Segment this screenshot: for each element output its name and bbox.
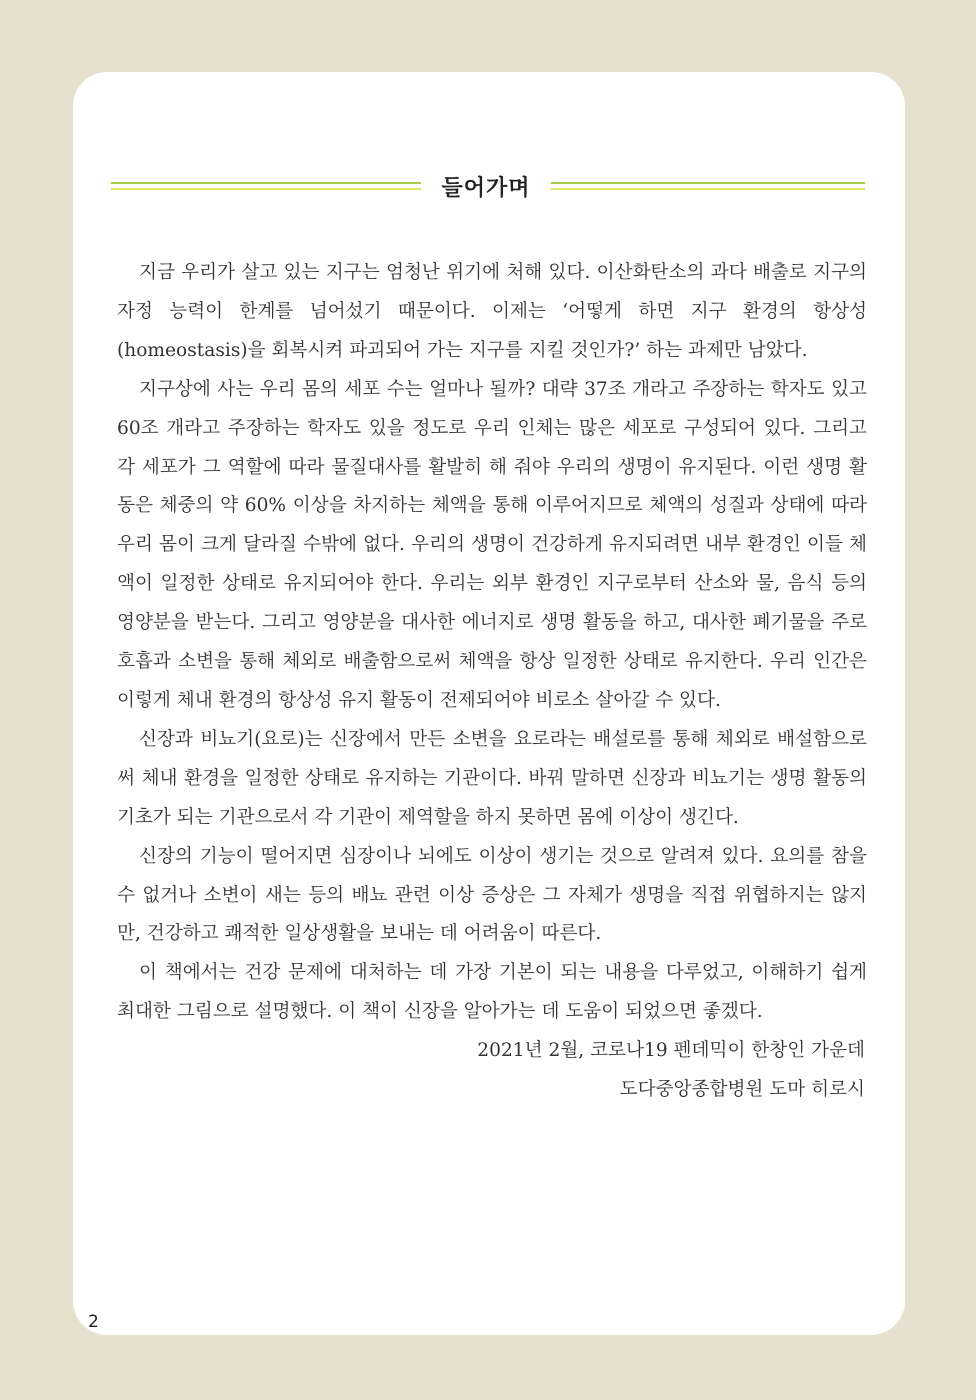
page-card: [73, 72, 905, 1335]
signature-author: 도다중앙종합병원 도마 히로시: [619, 1078, 865, 1100]
paragraph: 신장의 기능이 떨어지면 심장이나 뇌에도 이상이 생기는 것으로 알려져 있다. 요의를 참을 수 없거나 소변이 새는 등의 배뇨 관련 이상 증상은 그 자체가 생명을 직접 위협하지는 않지만, 건강하고 쾌적한 일상생활을 보내는 데 어려움이 따른다.: [117, 845, 867, 945]
page-number: 2: [88, 1312, 99, 1332]
heading-rule-left: [111, 182, 421, 192]
signature-date: 2021년 2월, 코로나19 펜데믹이 한창인 가운데: [477, 1040, 865, 1061]
paragraph: 이 책에서는 건강 문제에 대처하는 데 가장 기본이 되는 내용을 다루었고, 이해하기 쉽게 최대한 그림으로 설명했다. 이 책이 신장을 알아가는 데 도움이 되었으면 좋겠다.: [117, 962, 867, 1023]
paragraph: 지금 우리가 살고 있는 지구는 엄청난 위기에 처해 있다. 이산화탄소의 과다 배출로 지구의 자정 능력이 한계를 넘어섰기 때문이다. 이제는 ‘어떻게 하면 지구 환경의 항상성(homeostasis)을 회복시켜 파괴되어 가는 지구를 지킬 것인가?’ 하는 과제만 남았다.: [117, 262, 867, 361]
page-title: 들어가며: [441, 176, 531, 201]
signature: [477, 1032, 865, 1110]
body-text: [117, 254, 867, 1032]
heading: [111, 174, 865, 200]
paragraph: 신장과 비뇨기(요로)는 신장에서 만든 소변을 요로라는 배설로를 통해 체외로 배설함으로써 체내 환경을 일정한 상태로 유지하는 기관이다. 바꿔 말하면 신장과 비뇨기는 생명 활동의 기초가 되는 기관으로서 각 기관이 제역할을 하지 못하면 몸에 이상이 생긴다.: [117, 728, 867, 828]
heading-rule-right: [551, 182, 865, 192]
paragraph: 지구상에 사는 우리 몸의 세포 수는 얼마나 될까? 대략 37조 개라고 주장하는 학자도 있고 60조 개라고 주장하는 학자도 있을 정도로 우리 인체는 많은 세포로 구성되어 있다. 그리고 각 세포가 그 역할에 따라 물질대사를 활발히 해 줘야 우리의 생명이 유지된다. 이런 생명 활동은 체중의 약 60% 이상을 차지하는 체액을 통해 이루어지므로 체액의 성질과 상태에 따라 우리 몸이 크게 달라질 수밖에 없다. 우리의 생명이 건강하게 유지되려면 내부 환경인 이들 체액이 일정한 상태로 유지되어야 한다. 우리는 외부 환경인 지구로부터 산소와 물, 음식 등의 영양분을 받는다. 그리고 영양분을 대사한 에너지로 생명 활동을 하고, 대사한 폐기물을 주로 호흡과 소변을 통해 체외로 배출함으로써 체액을 항상 일정한 상태로 유지한다. 우리 인간은 이렇게 체내 환경의 항상성 유지 활동이 전제되어야 비로소 살아갈 수 있다.: [117, 378, 867, 711]
